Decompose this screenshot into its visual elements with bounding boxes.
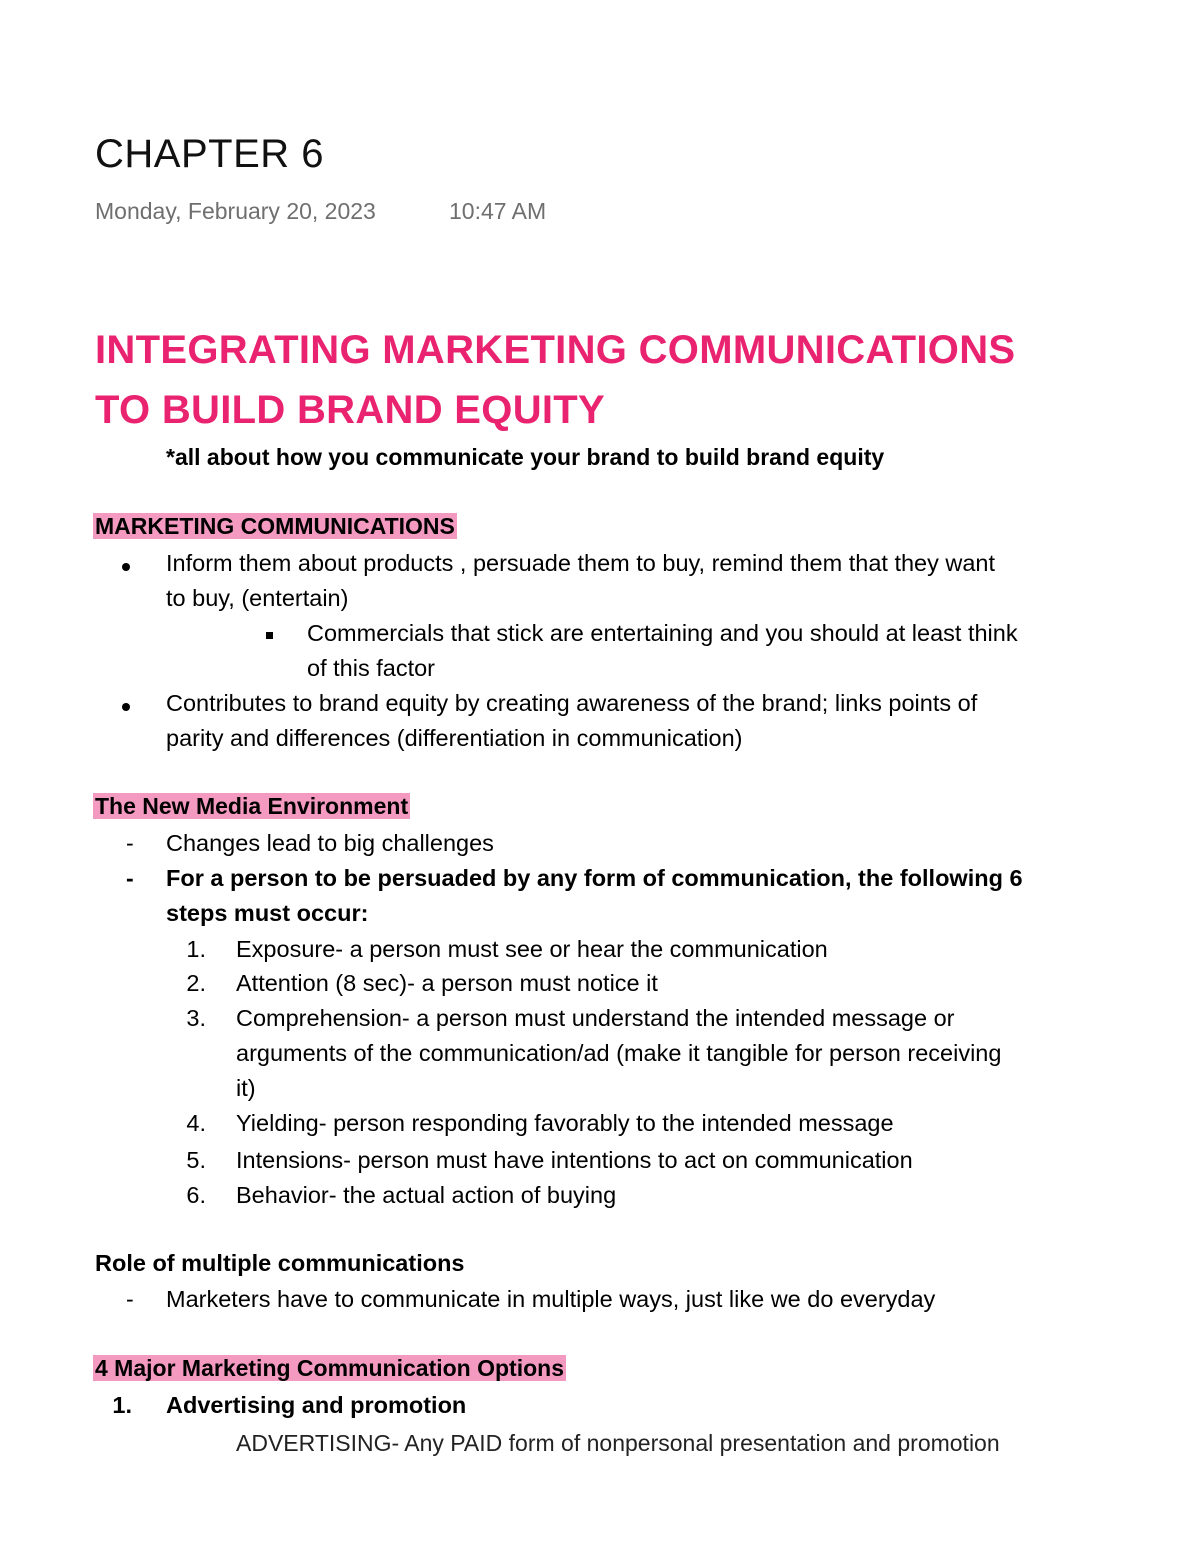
section-heading-marketing-communications	[93, 513, 457, 540]
step-number: 6.	[186, 1182, 206, 1208]
bullet-text: to buy, (entertain)	[166, 585, 349, 611]
highlighted-heading: 4 Major Marketing Communication Options	[95, 1355, 564, 1381]
dash-text: Marketers have to communicate in multiple ways, just like we do everyday	[166, 1286, 936, 1312]
bullet-text: Inform them about products , persuade them to buy, remind them that they want	[166, 550, 996, 576]
step-text: Yielding- person responding favorably to the intended message	[236, 1110, 894, 1136]
main-heading-line2: TO BUILD BRAND EQUITY	[95, 388, 606, 432]
option-number: 1.	[112, 1392, 132, 1418]
bullet-text: Contributes to brand equity by creating awareness of the brand; links points of	[166, 690, 978, 716]
step-number: 2.	[186, 970, 206, 996]
step-text: Intensions- person must have intentions to act on communication	[236, 1147, 913, 1173]
dash-bullet-icon: -	[126, 1286, 134, 1312]
note-time: 10:47 AM	[449, 198, 547, 224]
step-text: Exposure- a person must see or hear the communication	[236, 936, 828, 962]
option-item: Advertising and promotion	[166, 1392, 467, 1418]
dash-bullet-icon: -	[126, 830, 134, 856]
bullet-icon	[122, 563, 130, 571]
dash-text-bold: steps must occur:	[166, 900, 369, 926]
step-number: 5.	[186, 1147, 206, 1173]
bullet-icon	[122, 703, 130, 711]
bullet-text: parity and differences (differentiation in communication)	[166, 725, 743, 751]
step-text: Behavior- the actual action of buying	[236, 1182, 617, 1208]
step-number: 3.	[186, 1005, 206, 1031]
step-text: Comprehension- a person must understand the intended message or	[236, 1005, 955, 1031]
dash-text: Changes lead to big challenges	[166, 830, 494, 856]
page-title: CHAPTER 6	[95, 132, 324, 176]
main-heading-line1: INTEGRATING MARKETING COMMUNICATIONS	[95, 328, 1016, 372]
dash-text-bold: For a person to be persuaded by any form of communication, the following 6	[166, 865, 1023, 891]
step-number: 1.	[186, 936, 206, 962]
square-bullet-icon	[266, 632, 273, 639]
section-heading-new-media	[93, 793, 410, 820]
sub-bullet-text: of this factor	[307, 655, 435, 681]
sub-bullet-text: Commercials that stick are entertaining and you should at least think	[307, 620, 1018, 646]
step-text: Attention (8 sec)- a person must notice it	[236, 970, 658, 996]
highlighted-heading: MARKETING COMMUNICATIONS	[95, 513, 455, 539]
cut-off-line: ADVERTISING- Any PAID form of nonpersonal presentation and promotion	[236, 1430, 1000, 1456]
step-text: it)	[236, 1075, 256, 1101]
subtitle: *all about how you communicate your brand to build brand equity	[166, 444, 885, 470]
step-number: 4.	[186, 1110, 206, 1136]
dash-bullet-icon: -	[126, 865, 134, 891]
step-text: arguments of the communication/ad (make it tangible for person receiving	[236, 1040, 1002, 1066]
section-heading-communication-options	[93, 1355, 566, 1382]
section-heading-multiple-communications: Role of multiple communications	[95, 1250, 465, 1276]
note-date: Monday, February 20, 2023	[95, 198, 376, 224]
highlighted-heading: The New Media Environment	[95, 793, 409, 819]
